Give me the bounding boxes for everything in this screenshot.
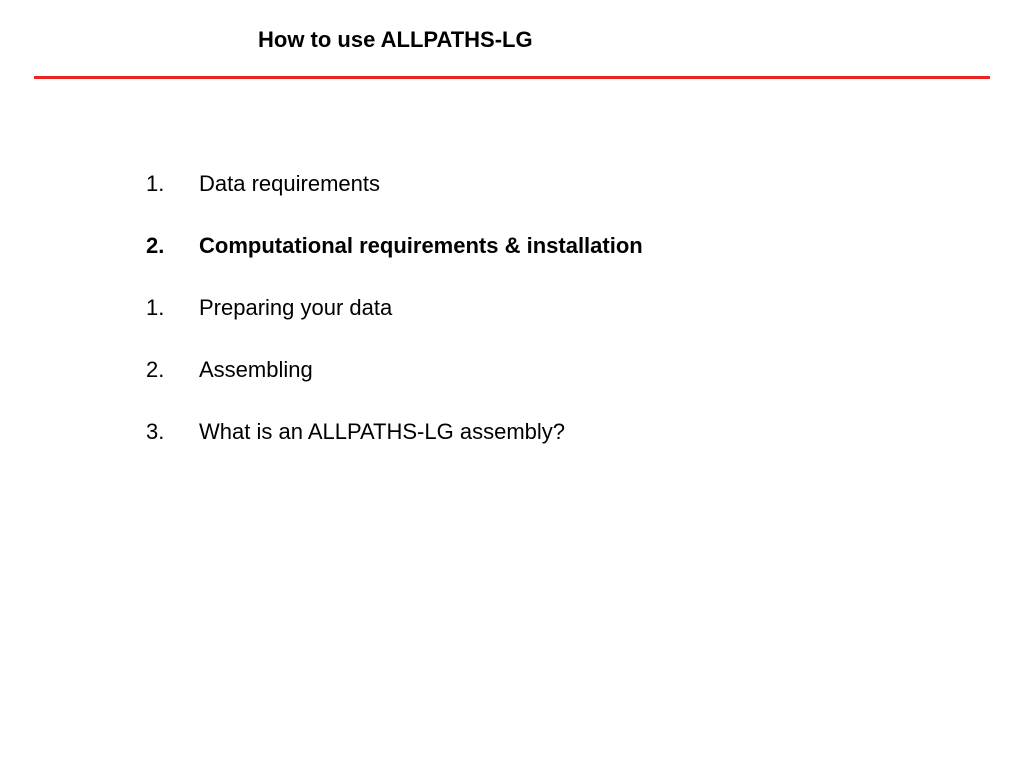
agenda-item-preparing-data: [146, 294, 643, 356]
agenda-item-computational-requirements: [146, 232, 643, 294]
agenda-item-assembling: [146, 356, 643, 418]
agenda-item-data-requirements: [146, 170, 643, 232]
agenda-item-what-is-assembly: [146, 418, 643, 480]
title-divider: [34, 76, 990, 79]
agenda-item-text: What is an ALLPATHS-LG assembly?: [199, 419, 565, 444]
agenda-item-number: 2.: [146, 233, 165, 258]
agenda-item-number: 1.: [146, 171, 165, 196]
agenda-item-number: 2.: [146, 357, 165, 382]
agenda-item-text: Computational requirements & installation: [199, 233, 643, 258]
agenda-item-number: 3.: [146, 419, 165, 444]
slide-title: How to use ALLPATHS-LG: [258, 27, 533, 52]
agenda-item-text: Preparing your data: [199, 295, 393, 320]
agenda-item-text: Assembling: [199, 357, 313, 382]
agenda-list: [146, 170, 643, 480]
agenda-item-number: 1.: [146, 295, 165, 320]
agenda-item-text: Data requirements: [199, 171, 380, 196]
